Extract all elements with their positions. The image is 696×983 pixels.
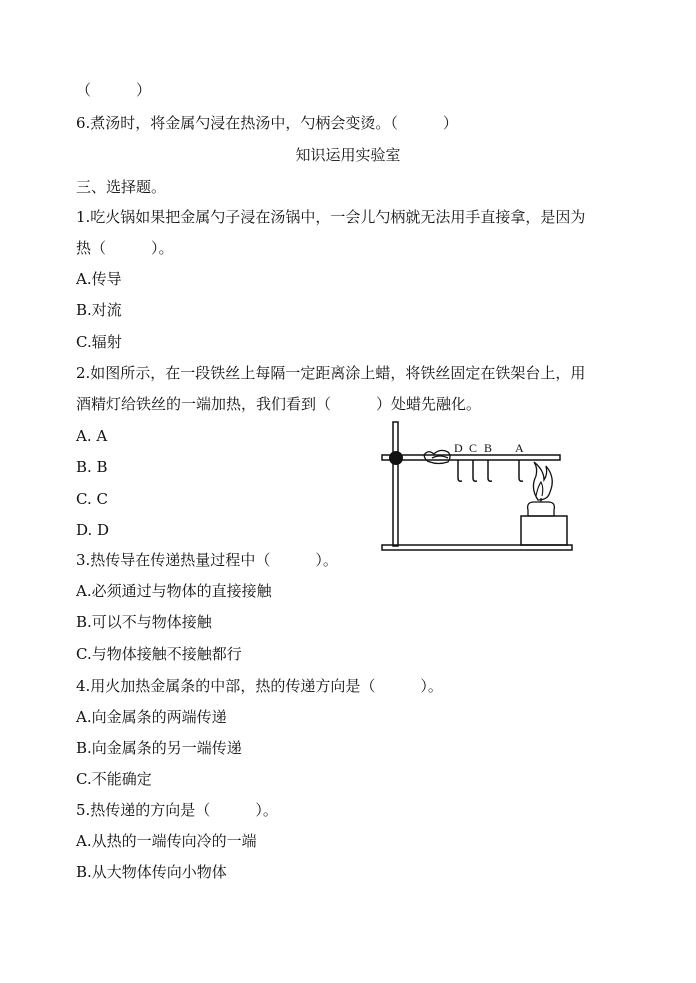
- question-4-option-a: A.向金属条的两端传递: [76, 708, 227, 726]
- question-2-option-a: A. A: [76, 427, 108, 445]
- question-5-option-a: A.从热的一端传向冷的一端: [76, 832, 257, 850]
- question-6: 6.煮汤时，将金属勺浸在热汤中，勺柄会变烫。（ ）: [76, 114, 458, 132]
- lamp-stand-block: [521, 516, 567, 545]
- iron-stand-figure: [378, 418, 574, 554]
- section-heading: 三、选择题。: [76, 178, 167, 196]
- question-2-line-2: 酒精灯给铁丝的一端加热，我们看到（ ）处蜡先融化。: [76, 395, 482, 413]
- label-b: B: [484, 441, 493, 455]
- question-1-option-a: A.传导: [76, 270, 122, 288]
- iron-wire: [382, 455, 560, 460]
- question-4: 4.用火加热金属条的中部，热的传递方向是（ ）。: [76, 677, 443, 695]
- question-1-line-2: 热（ ）。: [76, 239, 174, 257]
- question-3-option-c: C.与物体接触不接触都行: [76, 645, 242, 663]
- question-3: 3.热传导在传递热量过程中（ ）。: [76, 551, 338, 569]
- question-4-option-b: B.向金属条的另一端传递: [76, 739, 242, 757]
- question-2-line-1: 2.如图所示，在一段铁丝上每隔一定距离涂上蜡，将铁丝固定在铁架台上，用: [76, 364, 586, 382]
- question-1-line-1: 1.吃火锅如果把金属勺子浸在汤锅中，一会儿勺柄就无法用手直接拿，是因为: [76, 208, 586, 226]
- clamp-knob: [389, 451, 403, 465]
- stand-pole: [393, 422, 398, 546]
- question-2-option-d: D. D: [76, 521, 110, 539]
- question-5-option-b: B.从大物体传向小物体: [76, 863, 227, 881]
- question-2-option-c: C. C: [76, 490, 108, 508]
- wax-point-c: [473, 460, 477, 481]
- question-4-option-c: C.不能确定: [76, 770, 152, 788]
- question-3-option-a: A.必须通过与物体的直接接触: [76, 582, 272, 600]
- label-d: D: [454, 441, 463, 455]
- wax-point-d: [458, 460, 462, 481]
- wax-point-a: [519, 460, 523, 481]
- alcohol-lamp: [528, 502, 555, 516]
- section-title: 知识运用实验室: [295, 146, 401, 164]
- question-1-option-b: B.对流: [76, 301, 122, 319]
- question-2-option-b: B. B: [76, 458, 108, 476]
- question-5: 5.热传递的方向是（ ）。: [76, 801, 278, 819]
- text-line-blank: （ ）: [76, 81, 152, 99]
- question-3-option-b: B.可以不与物体接触: [76, 613, 212, 631]
- question-1-option-c: C.辐射: [76, 333, 122, 351]
- label-a: A: [515, 441, 524, 455]
- label-c: C: [469, 441, 478, 455]
- wax-point-b: [488, 460, 492, 481]
